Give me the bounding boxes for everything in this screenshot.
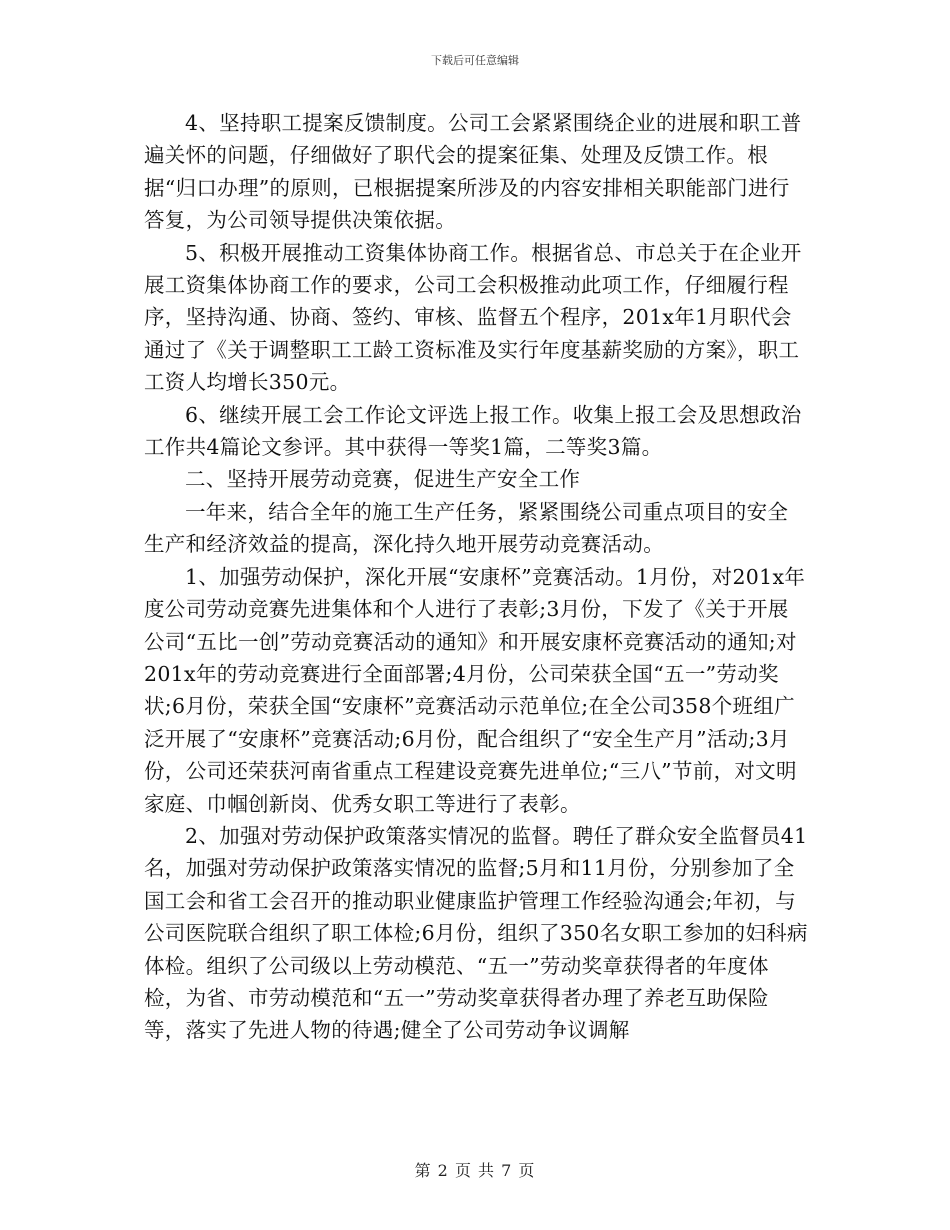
document-body <box>144 107 808 1047</box>
paragraph-item-5: 5、积极开展推动工资集体协商工作。根据省总、市总关于在企业开展工资集体协商工作的要求，公司工会积极推动此项工作，仔细履行程序，坚持沟通、协商、签约、审核、监督五个程序，201x年1月职代会通过了《关于调整职工工龄工资标准及实行年度基薪奖励的方案》，职工工资人均增长350元。 <box>144 240 802 395</box>
paragraph-subitem-1: 1、加强劳动保护，深化开展“安康杯”竞赛活动。1月份，对201x年度公司劳动竞赛先进集体和个人进行了表彰;3月份，下发了《关于开展公司“五比一创”劳动竞赛活动的通知》和开展安康杯竞赛活动的通知;对201x年的劳动竞赛进行全面部署;4月份，公司荣获全国“五一”劳动奖状;6月份，荣获全国“安康杯”竞赛活动示范单位;在全公司358个班组广泛开展了“安康杯”竞赛活动;6月份，配合组织了“安全生产月”活动;3月份，公司还荣获河南省重点工程建设竞赛先进单位;“三八”节前，对文明家庭、巾帼创新岗、优秀女职工等进行了表彰。 <box>144 564 806 816</box>
paragraph-item-6: 6、继续开展工会工作论文评选上报工作。收集上报工会及思想政治工作共4篇论文参评。其中获得一等奖1篇，二等奖3篇。 <box>144 402 802 460</box>
section-intro-paragraph: 一年来，结合全年的施工生产任务，紧紧围绕公司重点项目的安全生产和经济效益的提高，深化持久地开展劳动竞赛活动。 <box>144 499 789 557</box>
section-heading-2: 二、坚持开展劳动竞赛，促进生产安全工作 <box>185 467 581 492</box>
page-number-footer: 第 2 页 共 7 页 <box>414 1161 536 1180</box>
paragraph-subitem-2: 2、加强对劳动保护政策落实情况的监督。聘任了群众安全监督员41名，加强对劳动保护政策落实情况的监督;5月和11月份，分别参加了全国工会和省工会召开的推动职业健康监护管理工作经验沟通会;年初，与公司医院联合组织了职工体检;6月份，组织了350名女职工参加的妇科病体检。组织了公司级以上劳动模范、“五一”劳动奖章获得者的年度体检，为省、市劳动模范和“五一”劳动奖章获得者办理了养老互助保险等，落实了先进人物的待遇;健全了公司劳动争议调解 <box>144 823 808 1043</box>
paragraph-item-4: 4、坚持职工提案反馈制度。公司工会紧紧围绕企业的进展和职工普遍关怀的问题，仔细做好了职代会的提案征集、处理及反馈工作。根据“归口办理”的原则，已根据提案所涉及的内容安排相关职能部门进行答复，为公司领导提供决策依据。 <box>144 111 802 233</box>
page-header: 下载后可任意编辑 <box>431 54 519 67</box>
